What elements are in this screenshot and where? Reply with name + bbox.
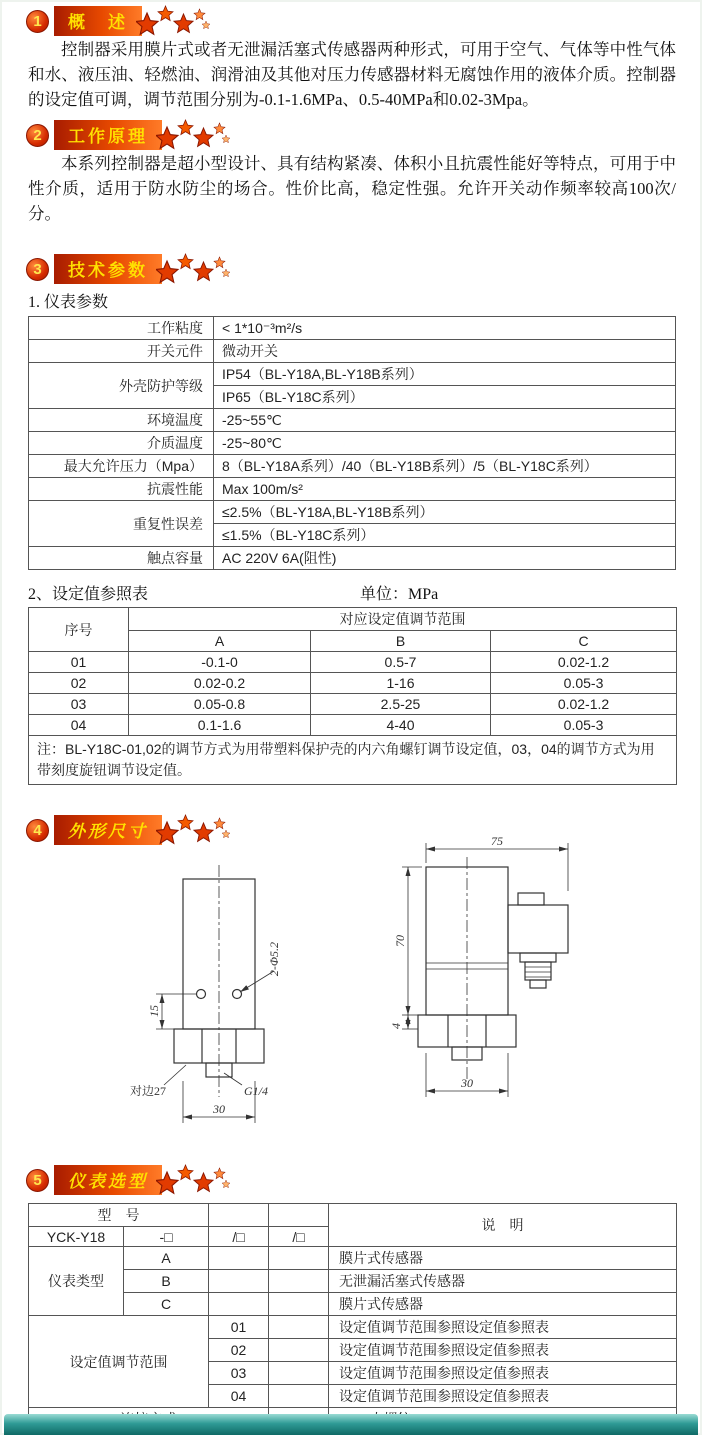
section1-title: 概 述	[54, 6, 142, 36]
param-value: ≤2.5%（BL-Y18A,BL-Y18B系列）	[214, 501, 676, 524]
table-row	[29, 409, 676, 432]
section1-header	[26, 0, 702, 34]
cell-a: -0.1-0	[129, 652, 311, 673]
param-label: 最大允许压力（Mpa）	[29, 455, 214, 478]
dim-flats-label: 对边27	[130, 1084, 167, 1098]
col-header-a: A	[129, 631, 311, 652]
table-row	[29, 1270, 677, 1293]
type-desc: 膜片式传感器	[329, 1247, 677, 1270]
col-header-index: 序号	[29, 608, 129, 652]
section-overview	[0, 0, 702, 112]
section-dimensions	[0, 817, 702, 1153]
param-label: 工作粘度	[29, 317, 214, 340]
table-row	[29, 1293, 677, 1316]
param-label: 介质温度	[29, 432, 214, 455]
code-slot-1: -□	[124, 1227, 209, 1247]
stars-decoration-icon	[156, 253, 234, 285]
section2-number-badge: 2	[26, 124, 49, 147]
table-row	[29, 455, 676, 478]
table-row	[29, 608, 677, 631]
range-desc: 设定值调节范围参照设定值参照表	[329, 1362, 677, 1385]
param-label: 触点容量	[29, 547, 214, 570]
empty-cell	[269, 1385, 329, 1408]
cell-b: 1-16	[311, 673, 491, 694]
param-value: 8（BL-Y18A系列）/40（BL-Y18B系列）/5（BL-Y18C系列）	[214, 455, 676, 478]
param-label: 外壳防护等级	[29, 363, 214, 409]
cell-a: 0.1-1.6	[129, 715, 311, 736]
range-desc: 设定值调节范围参照设定值参照表	[329, 1316, 677, 1339]
empty-cell	[269, 1293, 329, 1316]
section3-title: 技术参数	[54, 254, 162, 284]
table-row	[29, 478, 676, 501]
param-value: IP65（BL-Y18C系列）	[214, 386, 676, 409]
range-code: 03	[209, 1362, 269, 1385]
type-code: B	[124, 1270, 209, 1293]
type-label: 仪表类型	[29, 1247, 124, 1316]
stars-decoration-icon	[156, 1164, 234, 1196]
cell-c: 0.05-3	[491, 673, 677, 694]
param-value: -25~55℃	[214, 409, 676, 432]
stars-decoration-icon	[136, 5, 214, 37]
section2-title: 工作原理	[54, 120, 162, 150]
section-tech-params	[0, 256, 702, 785]
param-label: 环境温度	[29, 409, 214, 432]
model-header: 型 号	[29, 1204, 209, 1227]
table-row	[29, 547, 676, 570]
col-header-b: B	[311, 631, 491, 652]
empty-cell	[209, 1247, 269, 1270]
cell-no: 03	[29, 694, 129, 715]
table-row	[29, 501, 676, 524]
param-value: Max 100m/s²	[214, 478, 676, 501]
section-principle	[0, 122, 702, 226]
range-label: 设定值调节范围	[29, 1316, 209, 1408]
overview-text: 控制器采用膜片式或者无泄漏活塞式传感器两种形式，可用于空气、气体等中性气体和水、液压油、轻燃油、润滑油及其他对压力传感器材料无腐蚀作用的液体介质。控制器的设定值可调，调节范围分别为-0.1-1.6MPa、0.5-40MPa和0.02-3Mpa。	[28, 40, 676, 109]
cell-c: 0.02-1.2	[491, 652, 677, 673]
cell-b: 4-40	[311, 715, 491, 736]
empty-cell	[209, 1270, 269, 1293]
empty-cell	[269, 1316, 329, 1339]
param-value: AC 220V 6A(阻性)	[214, 547, 676, 570]
stars-decoration-icon	[156, 119, 234, 151]
range-code: 04	[209, 1385, 269, 1408]
dim-thread-label: G1/4	[244, 1084, 268, 1098]
footer-bar	[4, 1414, 698, 1435]
range-code: 01	[209, 1316, 269, 1339]
dim-75-label: 75	[491, 834, 503, 848]
col-header-c: C	[491, 631, 677, 652]
dim-15-label: 15	[147, 1005, 161, 1017]
cell-no: 02	[29, 673, 129, 694]
desc-header: 说 明	[329, 1204, 677, 1247]
type-code: A	[124, 1247, 209, 1270]
section2-header	[26, 122, 702, 148]
selection-table	[28, 1203, 677, 1431]
table-row	[29, 673, 677, 694]
principle-text: 本系列控制器是超小型设计、具有结构紧凑、体积小且抗震性能好等特点，可用于中性介质，适用于防水防尘的场合。性价比高，稳定性强。允许开关动作频率较高100次/分。	[28, 154, 676, 223]
stars-decoration-icon	[156, 814, 234, 846]
param-label: 抗震性能	[29, 478, 214, 501]
table-row	[29, 363, 676, 386]
table-row	[29, 1204, 677, 1227]
dimension-drawing-front	[128, 859, 358, 1153]
param-value: -25~80℃	[214, 432, 676, 455]
dim-4-label: 4	[389, 1023, 403, 1029]
model-name: YCK-Y18	[29, 1227, 124, 1247]
dim-holes-label: 2-Φ5.2	[267, 941, 281, 977]
param-value: 微动开关	[214, 340, 676, 363]
table-row	[29, 715, 677, 736]
empty-cell	[209, 1204, 269, 1227]
dim-70-label: 70	[393, 935, 407, 947]
tech-subtitle: 1. 仪表参数	[28, 294, 109, 311]
empty-cell	[269, 1247, 329, 1270]
table-row	[29, 736, 677, 785]
setvalue-caption-row	[28, 581, 702, 603]
dimension-drawings	[0, 834, 702, 1153]
empty-cell	[269, 1339, 329, 1362]
cell-b: 0.5-7	[311, 652, 491, 673]
param-value: IP54（BL-Y18A,BL-Y18B系列）	[214, 363, 676, 386]
section5-number-badge: 5	[26, 1169, 49, 1192]
code-slot-2: /□	[209, 1227, 269, 1247]
empty-cell	[269, 1362, 329, 1385]
table-row	[29, 317, 676, 340]
table-row	[29, 432, 676, 455]
range-code: 02	[209, 1339, 269, 1362]
table-row	[29, 1247, 677, 1270]
table-row	[29, 340, 676, 363]
table-row	[29, 1316, 677, 1339]
type-desc: 无泄漏活塞式传感器	[329, 1270, 677, 1293]
empty-cell	[269, 1204, 329, 1227]
section1-number-badge: 1	[26, 10, 49, 33]
cell-no: 04	[29, 715, 129, 736]
section5-header	[26, 1167, 702, 1193]
type-desc: 膜片式传感器	[329, 1293, 677, 1316]
table-row	[29, 652, 677, 673]
section4-number-badge: 4	[26, 819, 49, 842]
param-value: ≤1.5%（BL-Y18C系列）	[214, 524, 676, 547]
code-slot-3: /□	[269, 1227, 329, 1247]
cell-c: 0.02-1.2	[491, 694, 677, 715]
range-desc: 设定值调节范围参照设定值参照表	[329, 1339, 677, 1362]
dim-30-label: 30	[461, 1076, 473, 1090]
setvalue-caption: 2、设定值参照表	[28, 586, 149, 603]
section3-number-badge: 3	[26, 258, 49, 281]
param-value: < 1*10⁻³m²/s	[214, 317, 676, 340]
dimension-drawing-side	[366, 833, 636, 1127]
setvalue-note: 注：BL-Y18C-01,02的调节方式为用带塑料保护壳的内六角螺钉调节设定值，03，04的调节方式为用带刻度旋钮调节设定值。	[29, 736, 677, 785]
type-code: C	[124, 1293, 209, 1316]
col-header-group: 对应设定值调节范围	[129, 608, 677, 631]
param-label: 重复性误差	[29, 501, 214, 547]
tech-params-table	[28, 316, 676, 570]
setvalue-unit: 单位：MPa	[360, 586, 439, 603]
cell-a: 0.05-0.8	[129, 694, 311, 715]
cell-no: 01	[29, 652, 129, 673]
dim-30-label: 30	[213, 1102, 225, 1116]
table-row	[29, 694, 677, 715]
empty-cell	[209, 1293, 269, 1316]
cell-b: 2.5-25	[311, 694, 491, 715]
cell-c: 0.05-3	[491, 715, 677, 736]
param-label: 开关元件	[29, 340, 214, 363]
section-selection	[0, 1167, 702, 1431]
section5-title: 仪表选型	[54, 1165, 162, 1195]
empty-cell	[269, 1270, 329, 1293]
section3-header	[26, 256, 702, 282]
setvalue-table	[28, 607, 677, 785]
section4-title: 外形尺寸	[54, 815, 162, 845]
cell-a: 0.02-0.2	[129, 673, 311, 694]
range-desc: 设定值调节范围参照设定值参照表	[329, 1385, 677, 1408]
